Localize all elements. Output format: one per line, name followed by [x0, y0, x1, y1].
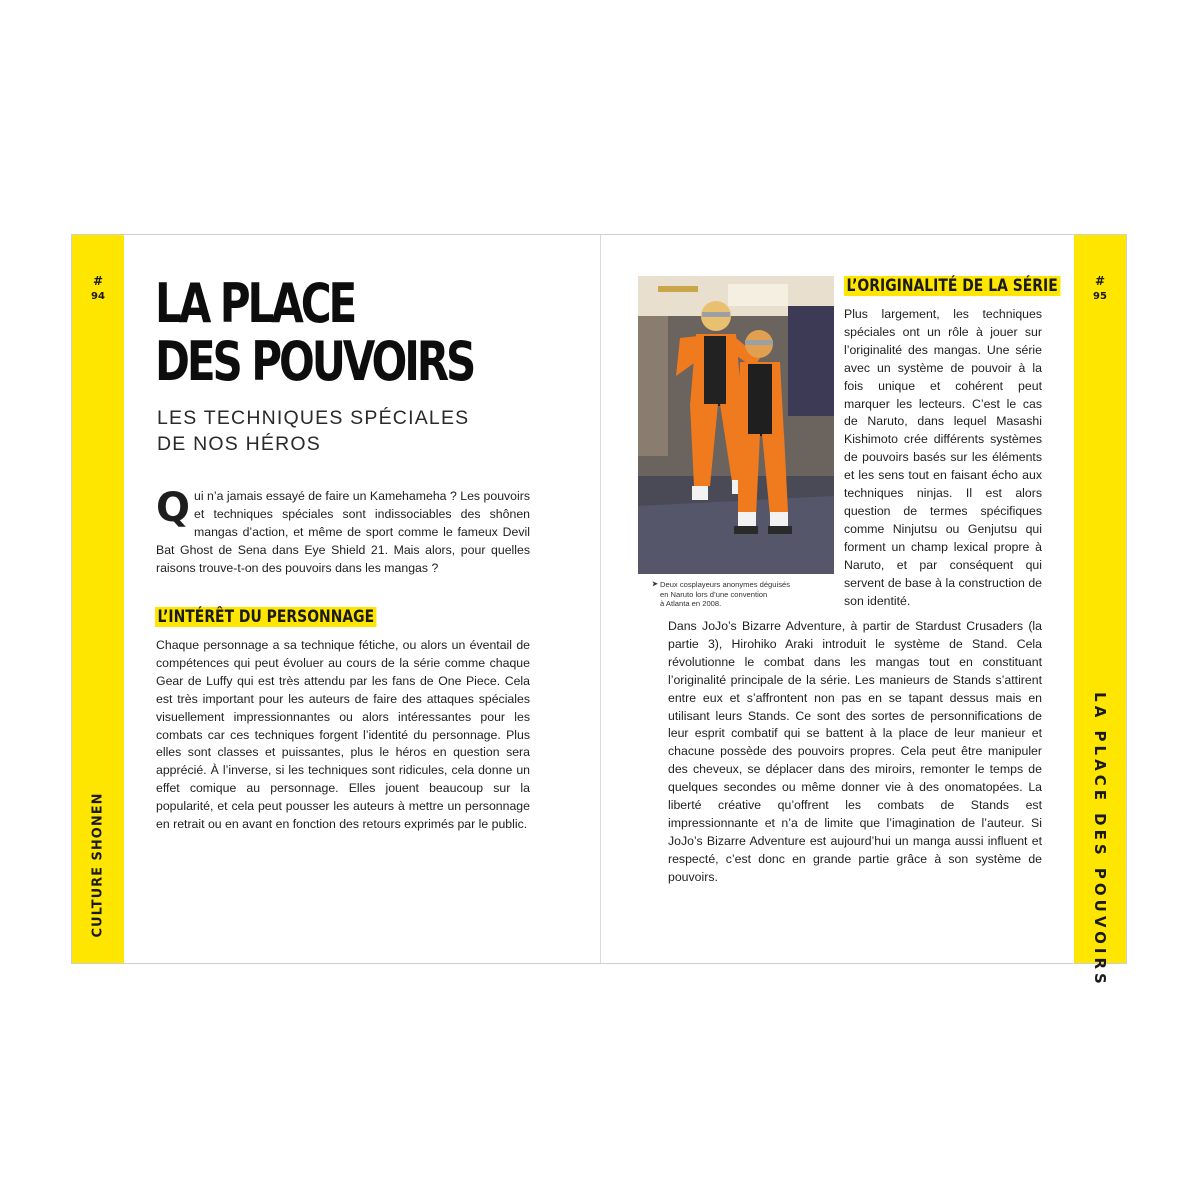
section-heading-originality [844, 275, 1060, 297]
book-gutter [600, 235, 601, 963]
cosplay-photo [638, 276, 834, 574]
page-mark-left: # [92, 274, 104, 288]
character-paragraph: Chaque personnage a sa technique fétiche, ou alors un éventail de compétences qui peut évoluer au cours de la série comme chaque Gear de Luffy qui est très attendu par les fans de One Piece. Cela est très important pour les auteurs de faire des attaques spéciales visuellement impressionnantes ou alors intéressantes pour les combats car ces techniques forgent l’identité du personnage. Plus elles sont classes et puissantes, plus le héros en question sera apprécié. À l’inverse, si les techniques sont ridicules, cela donne un effet comique au personnage. Elles jouent beaucoup sur la popularité, et cela peut pousser les auteurs à mettre un personnage en retrait ou en avant en fonction des retours exprimés par le public. [156, 638, 530, 832]
section-heading-character-text: L’INTÉRÊT DU PERSONNAGE [155, 607, 377, 627]
caption-line-1: Deux cosplayeurs anonymes déguisés [660, 580, 791, 589]
section-heading-character [155, 606, 377, 628]
left-yellow-band [72, 235, 124, 963]
intro-text: ui n’a jamais essayé de faire un Kamehameha ? Les pouvoirs et techniques spéciales sont indissociables des shônen mangas d’action, et même de sport comme le fameux Devil Bat Ghost de Sena dans Eye Shield 21. Mais alors, pour quelles raisons trouve-t-on des pouvoirs dans les mangas ? [156, 489, 530, 575]
jojo-paragraph: Dans JoJo’s Bizarre Adventure, à partir de Stardust Crusaders (la partie 3), Hirohiko Araki introduit le système de Stand. Cela révolutionne le combat dans les mangas tout en constituant l’originalité principale de la série. Les manieurs de Stands s’attirent entre eux et s’affrontent non pas en se tapant dessus mais en utilisant leurs Stands. Ce sont des sortes de personnifications de leur esprit combatif qui se battent à la place de leur manieur et chacune possède des pouvoirs propres. Cela peut être manipuler des cheveux, se déplacer dans des miroirs, remonter le temps de quelques secondes ou même donner vie à des onomatopées. La liberté créative qu’offrent les combats de Stands est impressionnante et n’a de limite que l’imagination de l’auteur. Si JoJo’s Bizarre Adventure est aujourd’hui un manga aussi influent et respecté, c’est donc en grande partie grâce à son système de pouvoirs. [668, 619, 1042, 884]
title-line-1: LA PLACE [155, 272, 355, 335]
caption-arrow-icon: ➤ [652, 581, 658, 588]
page-number-right: 95 [1093, 291, 1107, 302]
spine-label-right: LA PLACE DES POUVOIRS [1091, 692, 1109, 988]
right-yellow-band [1074, 235, 1126, 988]
page-title [155, 272, 474, 393]
drop-cap: Q [156, 485, 191, 531]
page-subtitle [157, 405, 469, 457]
title-line-2: DES POUVOIRS [155, 330, 474, 393]
caption-line-2: en Naruto lors d’une convention [660, 589, 768, 599]
page-number-left: 94 [91, 291, 105, 302]
originality-paragraph: Plus largement, les techniques spéciales ont un rôle à jouer sur l’originalité des mangas. Une série avec un système de pouvoir à la fois unique et cohérent peut marquer les lecteurs. C’est le cas de Naruto, dans lequel Masashi Kishimoto crée différents systèmes de pouvoirs basés sur les éléments et les sens tout en faisant écho aux techniques ninjas. Il est alors question de termes spécifiques comme Ninjutsu ou Genjutsu qui forment un champ lexical propre à Naruto, et par conséquent qui servent de base à la construction de son identité. [844, 307, 1042, 608]
section-heading-originality-text: L’ORIGINALITÉ DE LA SÉRIE [844, 276, 1060, 296]
spine-label-left: CULTURE SHONEN [90, 792, 106, 938]
cosplay-photo-illustration [638, 276, 834, 574]
book-spread [71, 234, 1127, 988]
subtitle-line-2: DE NOS HÉROS [157, 433, 321, 455]
page-mark-right: # [1094, 274, 1106, 288]
subtitle-line-1: LES TECHNIQUES SPÉCIALES [157, 407, 470, 429]
intro-paragraph [156, 485, 530, 578]
photo-caption [652, 580, 791, 609]
caption-line-3: à Atlanta en 2008. [660, 599, 722, 608]
